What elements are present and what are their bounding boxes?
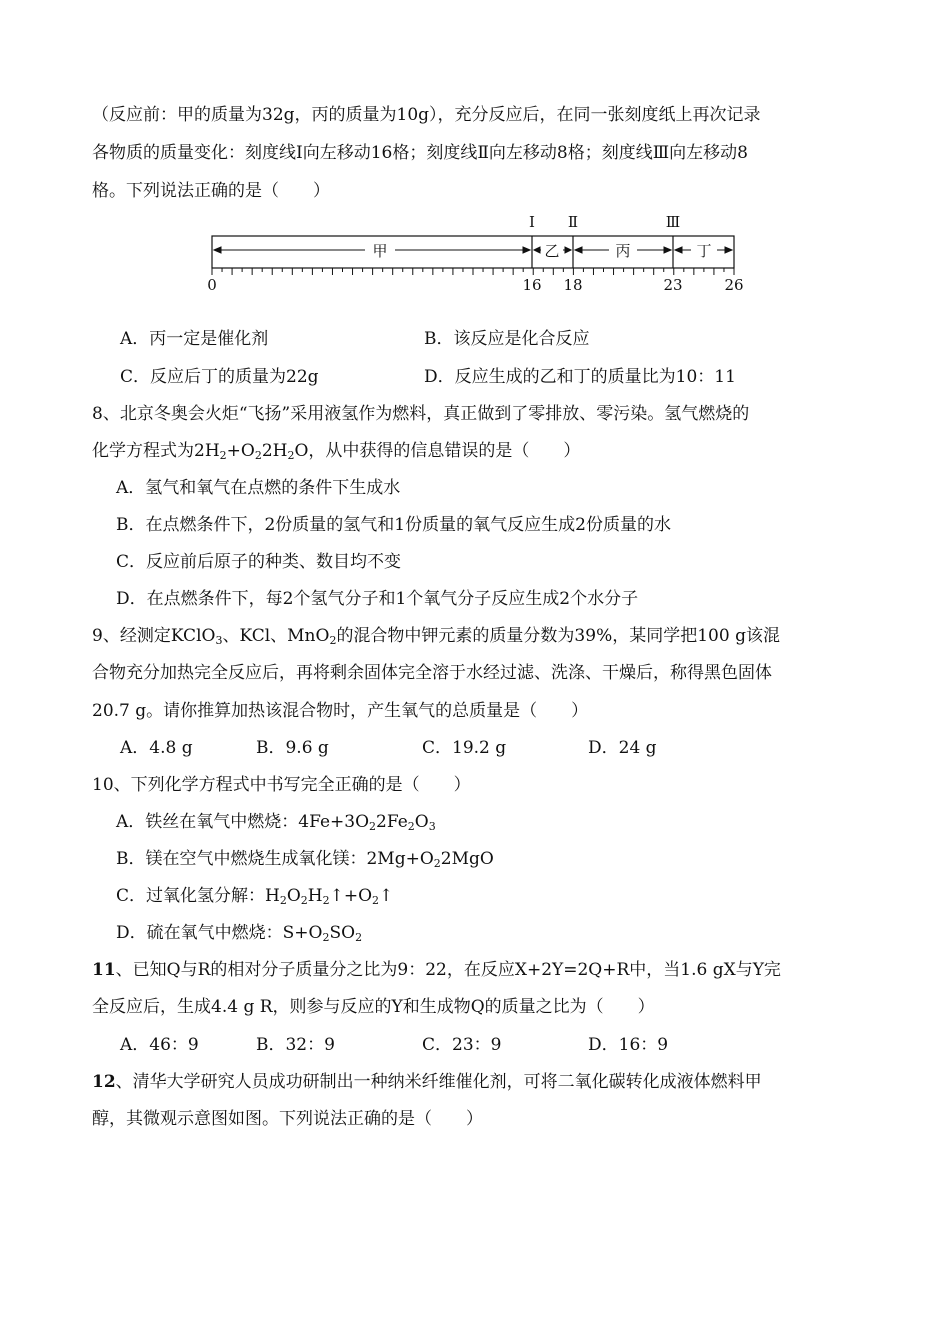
seg-label-ding: 丁 xyxy=(696,242,712,260)
q10c-part: O xyxy=(286,886,301,906)
q10-option-b[interactable] xyxy=(116,848,494,870)
q9-option-b[interactable]: B．9.6 g xyxy=(256,738,329,758)
seg-bing-arrowhead-left xyxy=(575,247,582,253)
q8-option-a[interactable]: A．氢气和氧气在点燃的条件下生成水 xyxy=(116,478,401,498)
q10-line-1: 10、下列化学方程式中书写完全正确的是（ ） xyxy=(92,775,471,795)
q9-line-3: 20.7 g。请你推算加热该混合物时，产生氧气的总质量是（ ） xyxy=(92,701,589,721)
q10c-sub: 2 xyxy=(322,894,330,907)
q12-line-1 xyxy=(92,1071,762,1093)
seg-label-bing: 丙 xyxy=(615,242,631,260)
tick-label-23: 23 xyxy=(663,276,683,294)
q11-option-d[interactable]: D．16：9 xyxy=(588,1035,669,1055)
q10c-part: H xyxy=(307,886,323,906)
q8-eq-part: O，从中获得的信息错误的是（ ） xyxy=(294,441,581,461)
q9-line-2: 合物充分加热完全反应后，再将剩余固体完全溶于水经过滤、洗涤、干燥后，称得黑色固体 xyxy=(92,663,772,683)
q11-option-b[interactable]: B．32：9 xyxy=(256,1035,335,1055)
tick-label-18: 18 xyxy=(563,276,583,294)
seg-jia-arrowhead-right xyxy=(523,247,530,253)
q10d-sub: 2 xyxy=(355,931,363,944)
q8-eq-part: 化学方程式为2H xyxy=(92,441,220,461)
seg-yi-arrowhead-right xyxy=(565,247,571,253)
marker-label-1: Ⅰ xyxy=(529,213,535,231)
q8-line-1: 8、北京冬奥会火炬“飞扬”采用液氢作为燃料，真正做到了零排放、零污染。氢气燃烧的 xyxy=(92,404,750,424)
q10a-part: A．铁丝在氧气中燃烧：4Fe+3O xyxy=(116,812,370,832)
seg-ding-arrowhead-right xyxy=(725,247,732,253)
q8-eq-part: 2H xyxy=(261,441,288,461)
q11-line-1 xyxy=(92,959,781,981)
q7-line-3: 格。下列说法正确的是（ ） xyxy=(92,181,330,201)
q8-option-d[interactable]: D．在点燃条件下，每2个氢气分子和1个氧气分子反应生成2个水分子 xyxy=(116,589,639,609)
q8-sub: 2 xyxy=(219,449,227,462)
seg-yi-arrowhead-left xyxy=(534,247,540,253)
q8-sub: 2 xyxy=(287,449,295,462)
q11-text: 、已知Q与R的相对分子质量分之比为9：22，在反应X+2Y=2Q+R中，当1.6 gX与Y完 xyxy=(115,960,781,980)
q7-line-1: （反应前：甲的质量为32g，丙的质量为10g），充分反应后，在同一张刻度纸上再次记录 xyxy=(92,105,761,125)
tick-label-26: 26 xyxy=(724,276,744,294)
q12-line-2: 醇，其微观示意图如图。下列说法正确的是（ ） xyxy=(92,1109,483,1129)
q7-option-c[interactable]: C．反应后丁的质量为22g xyxy=(120,367,319,387)
q10a-sub: 2 xyxy=(407,820,415,833)
q9-option-a[interactable]: A．4.8 g xyxy=(120,738,193,758)
seg-ding-arrowhead-left xyxy=(675,247,682,253)
seg-label-jia: 甲 xyxy=(372,242,388,260)
seg-bing-arrowhead-right xyxy=(664,247,671,253)
q7-option-a[interactable]: A．丙一定是催化剂 xyxy=(120,329,269,349)
q10-option-c[interactable] xyxy=(116,885,393,907)
q10c-sub: 2 xyxy=(372,894,380,907)
q10a-part: O xyxy=(414,812,429,832)
q9-text-part: 、KCl、MnO xyxy=(222,626,330,646)
q8-sub: 2 xyxy=(254,449,262,462)
q11-option-a[interactable]: A．46：9 xyxy=(120,1035,199,1055)
q10c-part: ↑+O xyxy=(329,886,373,906)
q10d-part: SO xyxy=(329,923,356,943)
q10a-sub: 3 xyxy=(428,820,436,833)
q11-option-c[interactable]: C．23：9 xyxy=(422,1035,502,1055)
q12-number: 12 xyxy=(92,1072,116,1092)
q9-text-part: 的混合物中钾元素的质量分数为39%，某同学把100 g该混 xyxy=(336,626,780,646)
q10c-part: ↑ xyxy=(379,886,394,906)
seg-label-yi: 乙 xyxy=(544,242,560,260)
q10d-part: D．硫在氧气中燃烧：S+O xyxy=(116,923,323,943)
q10a-part: 2Fe xyxy=(376,812,408,832)
q9-sub: 2 xyxy=(329,634,337,647)
tick-label-16: 16 xyxy=(522,276,542,294)
mass-scale-figure xyxy=(205,210,750,294)
scale-ticks xyxy=(212,268,734,275)
q11-number: 11 xyxy=(92,960,116,980)
q9-text-part: 9、经测定KClO xyxy=(92,626,216,646)
marker-label-3: Ⅲ xyxy=(665,213,681,231)
q8-option-b[interactable]: B．在点燃条件下，2份质量的氢气和1份质量的氧气反应生成2份质量的水 xyxy=(116,515,671,535)
seg-jia-arrowhead-left xyxy=(214,247,221,253)
q10-option-d[interactable] xyxy=(116,922,362,944)
q9-option-c[interactable]: C．19.2 g xyxy=(422,738,507,758)
q8-option-c[interactable]: C．反应前后原子的种类、数目均不变 xyxy=(116,552,402,572)
mass-scale-svg xyxy=(205,210,750,294)
q10c-sub: 2 xyxy=(300,894,308,907)
q9-option-d[interactable]: D．24 g xyxy=(588,738,657,758)
q8-line-2 xyxy=(92,440,580,462)
q12-text: 、清华大学研究人员成功研制出一种纳米纤维催化剂，可将二氧化碳转化成液体燃料甲 xyxy=(115,1072,762,1092)
q10-option-a[interactable] xyxy=(116,811,436,833)
q7-option-b[interactable]: B．该反应是化合反应 xyxy=(424,329,590,349)
q8-eq-part: +O xyxy=(226,441,255,461)
q10a-sub: 2 xyxy=(369,820,377,833)
q10c-part: C．过氧化氢分解：H xyxy=(116,886,280,906)
q7-option-d[interactable]: D．反应生成的乙和丁的质量比为10：11 xyxy=(424,367,736,387)
q11-line-2: 全反应后，生成4.4 g R，则参与反应的Y和生成物Q的质量之比为（ ） xyxy=(92,997,655,1017)
q10b-part: 2MgO xyxy=(440,849,494,869)
q10c-sub: 2 xyxy=(279,894,287,907)
q10b-sub: 2 xyxy=(433,857,441,870)
q10b-part: B．镁在空气中燃烧生成氧化镁：2Mg+O xyxy=(116,849,434,869)
q9-line-1 xyxy=(92,625,780,647)
scale-frame xyxy=(212,236,734,268)
q9-sub: 3 xyxy=(215,634,223,647)
marker-label-2: Ⅱ xyxy=(567,213,579,231)
q7-line-2: 各物质的质量变化：刻度线Ⅰ向左移动16格；刻度线Ⅱ向左移动8格；刻度线Ⅲ向左移动8 xyxy=(92,143,748,163)
q10d-sub: 2 xyxy=(322,931,330,944)
tick-label-0: 0 xyxy=(207,276,217,294)
